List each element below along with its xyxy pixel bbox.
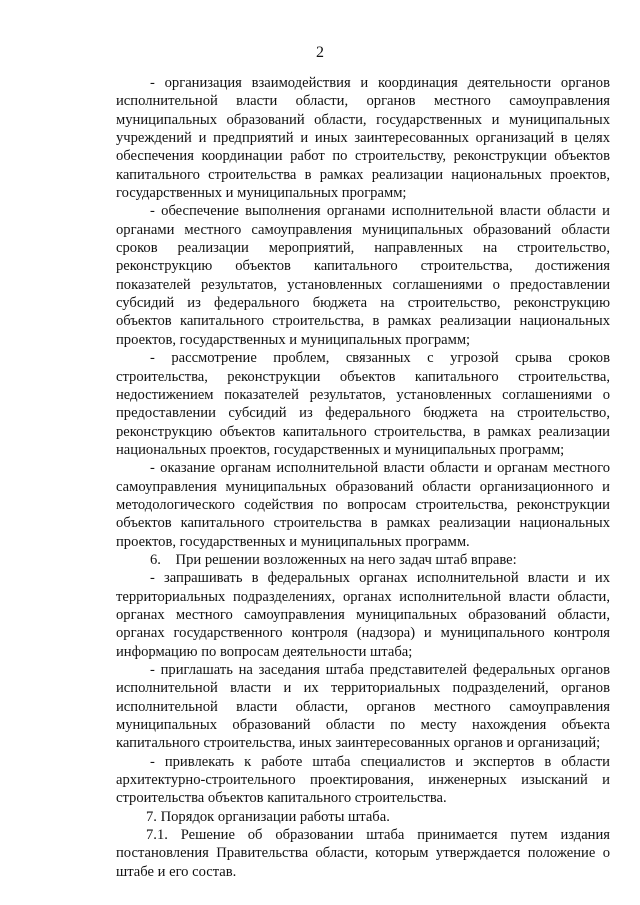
paragraph-request-information: - запрашивать в федеральных органах исполнительной власти и их территориальных подразделениях, органах исполнительной власти области, органах местного самоуправления муниципальных образований области, органах государственного контроля (надзора) и муниципального контроля информацию по вопросам деятельности штаба; [116,570,610,660]
paragraph-ensuring-execution: - обеспечение выполнения органами исполнительной власти области и органами местного самоуправления муниципальных образований области сроков реализации мероприятий, направленных на строительство, реконструкцию объектов капитального строительства, достижения показателей результатов, установленных соглашениями о предоставлении субсидий из федерального бюджета на строительство, реконструкцию объектов капитального строительства, в рамках реализации национальных проектов, государственных и муниципальных программ; [116,203,610,348]
paragraph-invite-representatives: - приглашать на заседания штаба представителей федеральных органов исполнительной власти и их территориальных подразделений, органов исполнительной власти области, органов местного самоуправления муниципальных образований области по месту нахождения объекта капитального строительства, иных заинтересованных органов и организаций; [116,662,610,752]
document-body [116,74,610,881]
paragraph-methodological-assistance: - оказание органам исполнительной власти области и органам местного самоуправления муниципальных образований области организационного и методологического содействия по вопросам строительства, реконструкции объектов капитального строительства в рамках реализации национальных проектов, государственных и муниципальных программ. [116,460,610,550]
paragraph-involve-experts: - привлекать к работе штаба специалистов и экспертов в области архитектурно-строительного проектирования, инженерных изысканий и строительства объектов капитального строительства. [116,753,610,807]
paragraph-problem-review: - рассмотрение проблем, связанных с угрозой срыва сроков строительства, реконструкции объектов капитального строительства, недостижением показателей результатов, установленных соглашениями о предоставлении субсидий из федерального бюджета на строительство, реконструкцию объектов капитального строительства, в рамках реализации национальных проектов, государственных и муниципальных программ; [116,350,610,458]
page-number: 2 [316,44,324,61]
paragraph-section-7-1: 7.1. Решение об образовании штаба принимается путем издания постановления Правительства области, которым утверждается положение о штабе и его состав. [116,827,610,880]
paragraph-section-7-heading: 7. Порядок организации работы штаба. [146,808,390,825]
paragraph-rights-heading: 6. При решении возложенных на него задач штаб вправе: [150,551,517,568]
paragraph-organization-coordination: - организация взаимодействия и координация деятельности органов исполнительной власти области, органов местного самоуправления муниципальных образований области, государственных и муниципальных учреждений и предприятий и иных заинтересованных организаций в целях обеспечения координации работ по строительству, реконструкции объектов капитального строительства в рамках реализации национальных проектов, государственных и муниципальных программ; [116,75,610,202]
